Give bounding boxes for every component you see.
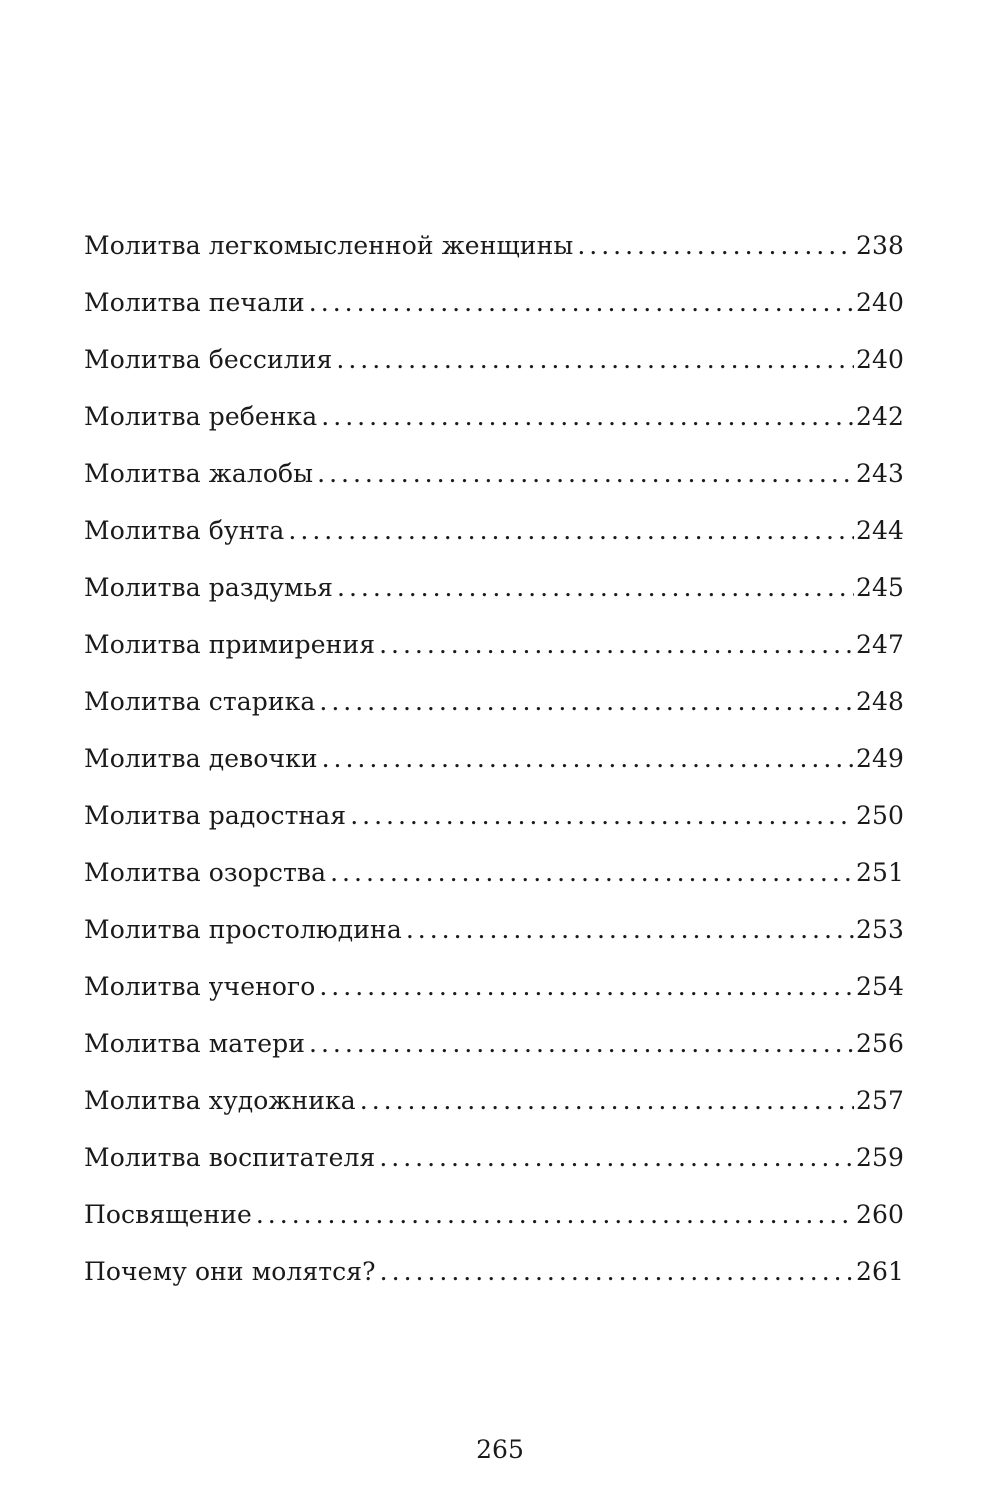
toc-entry [84,739,904,796]
toc-dot-leader [322,739,854,779]
toc-entry-title: Молитва ребенка [84,402,318,431]
toc-dot-leader [321,397,854,437]
toc-entry [84,511,904,568]
toc-entry-page: 251 [855,858,904,887]
toc-entry-title: Молитва художника [84,1086,356,1115]
toc-dot-leader [319,967,854,1007]
toc-entry [84,967,904,1024]
toc-dot-leader [319,682,854,722]
toc-entry-title: Молитва раздумья [84,573,334,602]
toc-entry-page: 256 [855,1029,904,1058]
toc-entry [84,796,904,853]
toc-entry-page: 240 [855,288,904,317]
toc-entry-title: Молитва девочки [84,744,318,773]
toc-entry [84,1081,904,1138]
toc-dot-leader [309,283,854,323]
toc-entry [84,283,904,340]
toc-entry-title: Молитва старика [84,687,316,716]
toc-dot-leader [330,853,854,893]
toc-entry-page: 254 [855,972,904,1001]
toc-entry [84,454,904,511]
toc-entry-page: 245 [855,573,904,602]
toc-dot-leader [380,1252,854,1292]
toc-entry-page: 248 [855,687,904,716]
toc-entry [84,853,904,910]
toc-entry-page: 242 [855,402,904,431]
toc-entry-title: Молитва матери [84,1029,305,1058]
toc-entry [84,340,904,397]
toc-entry-title: Посвящение [84,1200,252,1229]
toc-entry [84,1252,904,1309]
toc-entry-page: 257 [855,1086,904,1115]
toc-dot-leader [379,1138,854,1178]
toc-dot-leader [288,511,854,551]
toc-entry-title: Молитва простолюдина [84,915,402,944]
toc-dot-leader [336,340,854,380]
toc-entry-page: 240 [855,345,904,374]
toc-entry-page: 259 [855,1143,904,1172]
toc-dot-leader [360,1081,854,1121]
toc-entry-page: 238 [855,231,904,260]
toc-dot-leader [317,454,854,494]
toc-entry-title: Молитва печали [84,288,305,317]
toc-entry-title: Молитва примирения [84,630,376,659]
toc-entry-page: 261 [855,1257,904,1286]
toc-entry [84,625,904,682]
toc-entry-page: 253 [855,915,904,944]
toc-entry-title: Молитва воспитателя [84,1143,376,1172]
toc-entry-page: 250 [855,801,904,830]
toc-entry-title: Молитва жалобы [84,459,314,488]
toc-entry [84,226,904,283]
toc-entry [84,397,904,454]
toc-entry-page: 247 [855,630,904,659]
toc-entry-page: 249 [855,744,904,773]
toc-entry-title: Почему они молятся? [84,1257,376,1286]
toc-dot-leader [309,1024,854,1064]
toc-dot-leader [577,226,854,266]
toc-entry [84,568,904,625]
toc-dot-leader [406,910,854,950]
toc-entry-title: Молитва легкомысленной женщины [84,231,574,260]
toc-dot-leader [379,625,854,665]
toc-entry-title: Молитва бессилия [84,345,333,374]
table-of-contents [84,226,904,1309]
page-number: 265 [476,1435,524,1464]
toc-entry-title: Молитва ученого [84,972,316,1001]
toc-entry-title: Молитва озорства [84,858,327,887]
toc-dot-leader [256,1195,854,1235]
toc-dot-leader [337,568,854,608]
toc-entry-title: Молитва бунта [84,516,285,545]
toc-entry [84,910,904,967]
toc-entry-title: Молитва радостная [84,801,347,830]
toc-entry [84,682,904,739]
toc-entry-page: 260 [855,1200,904,1229]
toc-entry [84,1138,904,1195]
toc-entry-page: 244 [855,516,904,545]
toc-entry [84,1024,904,1081]
toc-entry [84,1195,904,1252]
toc-dot-leader [350,796,854,836]
toc-entry-page: 243 [855,459,904,488]
